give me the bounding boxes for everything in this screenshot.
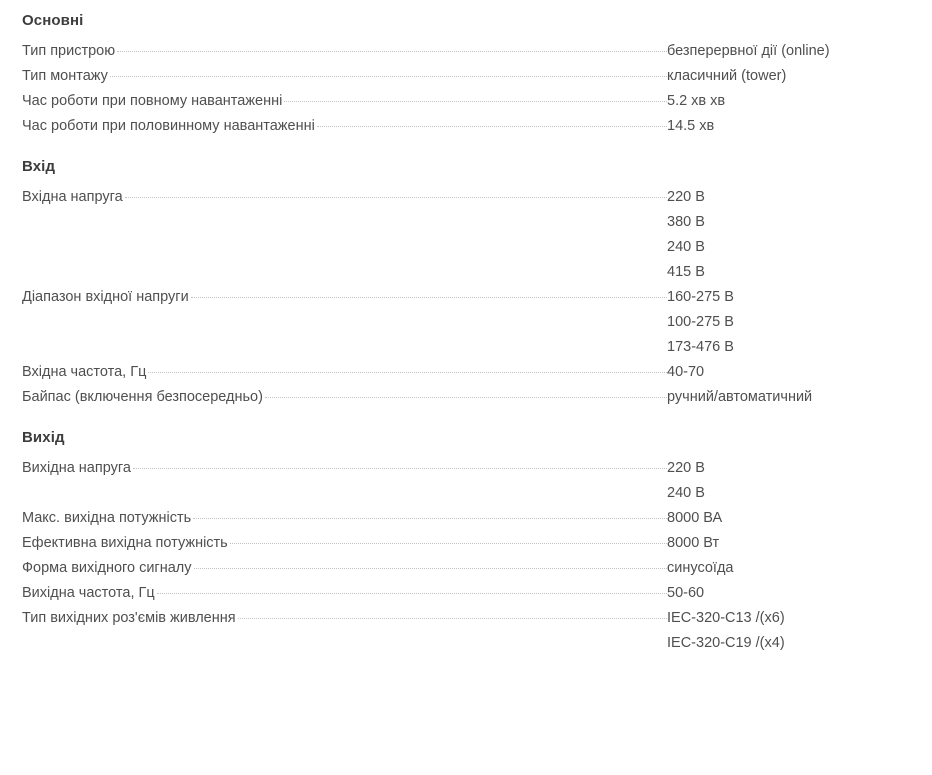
dot-leader: [110, 75, 667, 77]
spec-row: [22, 239, 910, 255]
dot-leader: [265, 396, 667, 398]
spec-label-wrap: [22, 118, 667, 134]
spec-label-wrap: [22, 535, 667, 551]
spec-row: [22, 93, 910, 109]
spec-label-wrap: [22, 93, 667, 109]
dot-leader: [193, 517, 667, 519]
spec-label-wrap: [22, 495, 667, 497]
spec-value: 240 В: [667, 239, 705, 255]
spec-label-wrap: [22, 389, 667, 405]
spec-row: [22, 289, 910, 305]
dot-leader: [230, 542, 667, 544]
spec-value: синусоїда: [667, 560, 734, 576]
spec-value: 173-476 В: [667, 339, 734, 355]
spec-label-wrap: [22, 324, 667, 326]
specification-sections: [22, 12, 910, 651]
spec-row: [22, 189, 910, 205]
spec-row: [22, 535, 910, 551]
spec-label-wrap: [22, 460, 667, 476]
spec-section: [22, 158, 910, 405]
dot-leader: [317, 125, 667, 127]
spec-label: Час роботи при повному навантаженні: [22, 93, 283, 109]
spec-value: 8000 ВА: [667, 510, 723, 526]
spec-value: 160-275 В: [667, 289, 734, 305]
spec-value: ручний/автоматичний: [667, 389, 813, 405]
spec-label-wrap: [22, 249, 667, 251]
spec-section: [22, 12, 910, 134]
section-title: Вихід: [22, 429, 65, 446]
spec-label-wrap: [22, 364, 667, 380]
spec-value: класичний (tower): [667, 68, 787, 84]
section-title: Вхід: [22, 158, 56, 175]
spec-label-wrap: [22, 189, 667, 205]
spec-value: 14.5 хв: [667, 118, 715, 134]
spec-section: [22, 429, 910, 651]
spec-row: [22, 610, 910, 626]
spec-label: Макс. вихідна потужність: [22, 510, 192, 526]
spec-value: 240 В: [667, 485, 705, 501]
dot-leader: [238, 617, 667, 619]
section-title: Основні: [22, 12, 84, 29]
spec-label: Тип монтажу: [22, 68, 108, 84]
spec-row: [22, 510, 910, 526]
spec-row: [22, 68, 910, 84]
spec-label-wrap: [22, 224, 667, 226]
spec-value: 40-70: [667, 364, 705, 380]
spec-label: Вихідна напруга: [22, 460, 131, 476]
spec-label-wrap: [22, 349, 667, 351]
spec-label-wrap: [22, 645, 667, 647]
spec-label-wrap: [22, 289, 667, 305]
spec-label: Форма вихідного сигналу: [22, 560, 192, 576]
dot-leader: [117, 50, 667, 52]
spec-row: [22, 214, 910, 230]
spec-value: 380 В: [667, 214, 705, 230]
spec-label-wrap: [22, 68, 667, 84]
spec-value: 415 В: [667, 264, 705, 280]
spec-row: [22, 339, 910, 355]
spec-label-wrap: [22, 560, 667, 576]
spec-row: [22, 118, 910, 134]
dot-leader: [125, 196, 667, 198]
spec-row: [22, 585, 910, 601]
spec-label-wrap: [22, 585, 667, 601]
spec-label: Вихідна частота, Гц: [22, 585, 155, 601]
spec-row: [22, 560, 910, 576]
spec-row: [22, 364, 910, 380]
spec-label: Вхідна напруга: [22, 189, 123, 205]
spec-row: [22, 264, 910, 280]
spec-value: 220 В: [667, 189, 705, 205]
spec-label: Час роботи при половинному навантаженні: [22, 118, 315, 134]
dot-leader: [157, 592, 667, 594]
spec-value: 5.2 хв хв: [667, 93, 726, 109]
spec-row: [22, 460, 910, 476]
spec-value: 100-275 В: [667, 314, 734, 330]
spec-row: [22, 635, 910, 651]
spec-row: [22, 389, 910, 405]
spec-label: Байпас (включення безпосередньо): [22, 389, 263, 405]
spec-label: Діапазон вхідної напруги: [22, 289, 189, 305]
dot-leader: [194, 567, 667, 569]
spec-value: 8000 Вт: [667, 535, 720, 551]
spec-value: 220 В: [667, 460, 705, 476]
spec-row: [22, 314, 910, 330]
spec-value: IEC-320-C19 /(x4): [667, 635, 785, 651]
spec-value: безперервної дії (online): [667, 43, 830, 59]
dot-leader: [191, 296, 667, 298]
dot-leader: [284, 100, 667, 102]
spec-label-wrap: [22, 510, 667, 526]
spec-label: Ефективна вихідна потужність: [22, 535, 228, 551]
spec-row: [22, 43, 910, 59]
spec-label-wrap: [22, 43, 667, 59]
spec-value: 50-60: [667, 585, 705, 601]
dot-leader: [148, 371, 667, 373]
spec-row: [22, 485, 910, 501]
spec-label: Вхідна частота, Гц: [22, 364, 147, 380]
spec-value: IEC-320-C13 /(x6): [667, 610, 785, 626]
dot-leader: [133, 467, 667, 469]
spec-label: Тип пристрою: [22, 43, 116, 59]
spec-label: Тип вихідних роз'ємів живлення: [22, 610, 236, 626]
spec-label-wrap: [22, 610, 667, 626]
spec-label-wrap: [22, 274, 667, 276]
